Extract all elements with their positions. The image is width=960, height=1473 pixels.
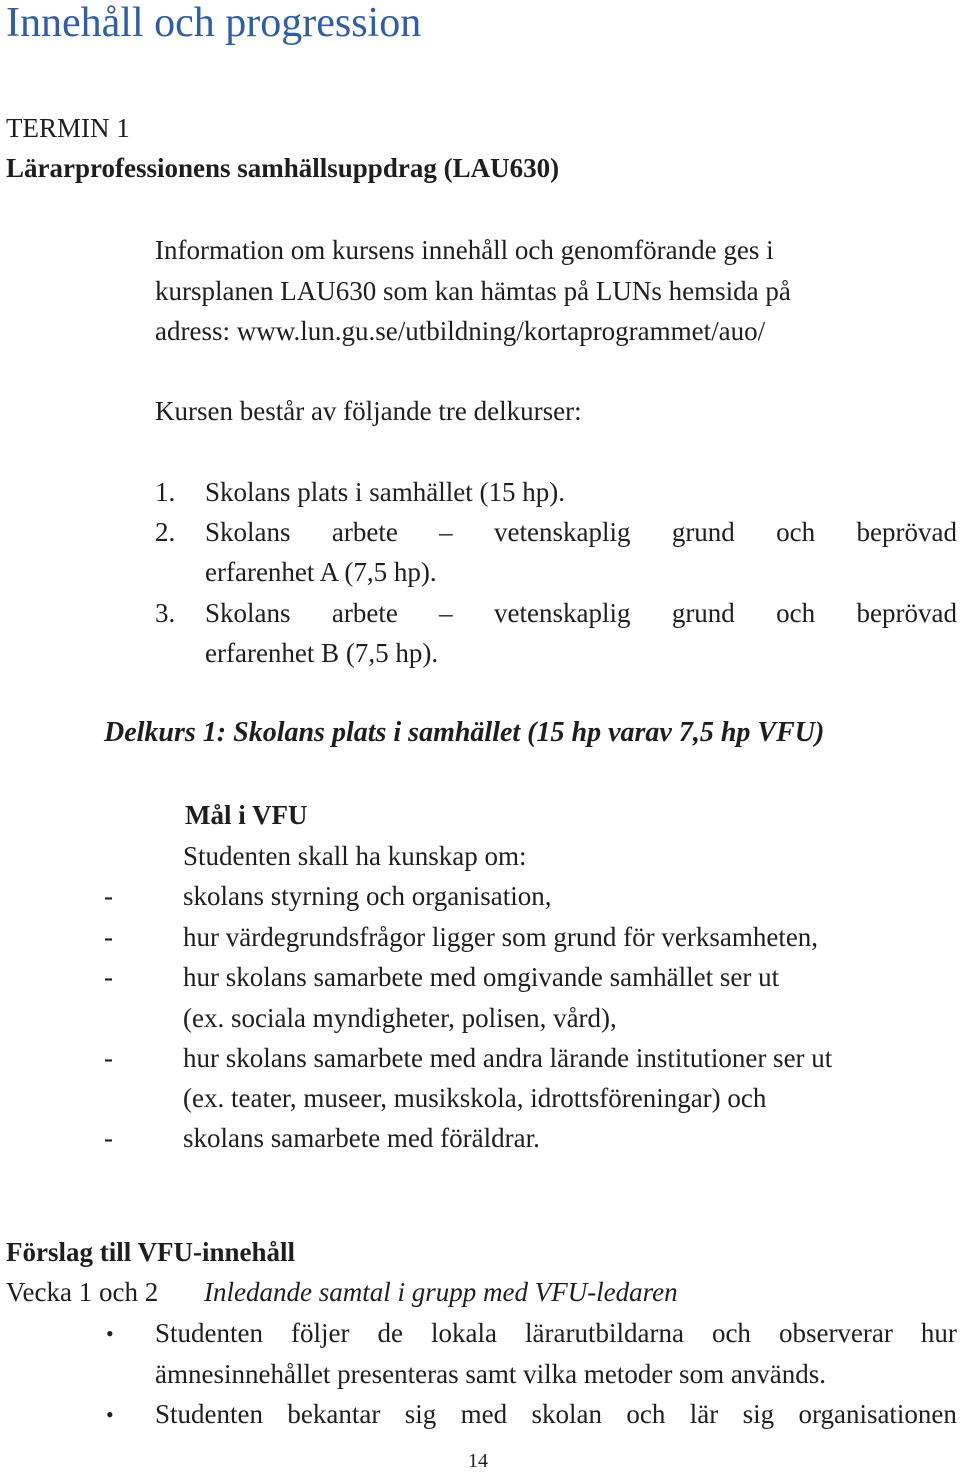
word: de bbox=[377, 1318, 403, 1348]
intro-line: Information om kursens innehåll och genomförande ges i bbox=[155, 235, 774, 265]
word: hur bbox=[920, 1318, 957, 1348]
subcourse-text bbox=[205, 597, 957, 629]
subcourse-text: Skolans plats i samhället (15 hp). bbox=[205, 477, 565, 507]
dash-marker: - bbox=[104, 962, 113, 992]
course-title: Lärarprofessionens samhällsuppdrag (LAU630) bbox=[6, 153, 560, 183]
word: och bbox=[776, 517, 816, 547]
goal-item-cont: (ex. sociala myndigheter, polisen, vård), bbox=[183, 1003, 617, 1033]
subcourses-intro: Kursen består av följande tre delkurser: bbox=[155, 396, 582, 426]
dash-marker: - bbox=[104, 881, 113, 911]
goal-item-cont: (ex. teater, museer, musikskola, idrottsföreningar) och bbox=[183, 1083, 767, 1113]
bullet-item-cont: ämnesinnehållet presenteras samt vilka metoder som används. bbox=[155, 1359, 827, 1389]
bullet-marker: • bbox=[106, 1402, 114, 1427]
goal-item: skolans samarbete med föräldrar. bbox=[183, 1123, 540, 1153]
word: Skolans bbox=[205, 598, 291, 628]
goals-lead: Studenten skall ha kunskap om: bbox=[183, 841, 527, 871]
subcourse-text-cont: erfarenhet B (7,5 hp). bbox=[205, 638, 439, 668]
page-title: Innehåll och progression bbox=[6, 0, 422, 46]
word: Studenten bbox=[155, 1318, 263, 1348]
week-label: Vecka 1 och 2 bbox=[6, 1277, 159, 1307]
word: sig bbox=[742, 1399, 775, 1429]
goal-item: hur skolans samarbete med andra lärande institutioner ser ut bbox=[183, 1043, 833, 1073]
word: – bbox=[439, 598, 453, 628]
subcourse-text-cont: erfarenhet A (7,5 hp). bbox=[205, 557, 437, 587]
bullet-item bbox=[155, 1317, 957, 1349]
word: vetenskaplig bbox=[494, 598, 631, 628]
word: och bbox=[626, 1399, 666, 1429]
subcourse-number: 2. bbox=[155, 517, 176, 547]
goal-item: skolans styrning och organisation, bbox=[183, 881, 552, 911]
word: grund bbox=[671, 598, 735, 628]
delkurs-heading: Delkurs 1: Skolans plats i samhället (15 hp varav 7,5 hp VFU) bbox=[104, 717, 825, 748]
word: grund bbox=[671, 517, 735, 547]
word: – bbox=[439, 517, 453, 547]
bullet-item bbox=[155, 1398, 957, 1430]
goals-heading: Mål i VFU bbox=[185, 800, 308, 830]
word: beprövad bbox=[856, 517, 957, 547]
word: arbete bbox=[331, 598, 398, 628]
word: följer bbox=[291, 1318, 350, 1348]
proposal-heading: Förslag till VFU-innehåll bbox=[6, 1237, 296, 1267]
word: och bbox=[711, 1318, 751, 1348]
word: Studenten bbox=[155, 1399, 263, 1429]
goal-item: hur skolans samarbete med omgivande samhället ser ut bbox=[183, 962, 780, 992]
goal-item: hur värdegrundsfrågor ligger som grund för verksamheten, bbox=[183, 922, 819, 952]
word: och bbox=[776, 598, 816, 628]
dash-marker: - bbox=[104, 1123, 113, 1153]
word: beprövad bbox=[856, 598, 957, 628]
intro-line: adress: www.lun.gu.se/utbildning/kortaprogrammet/auo/ bbox=[155, 316, 766, 346]
term-label: TERMIN 1 bbox=[6, 113, 130, 143]
page-number: 14 bbox=[468, 1450, 488, 1472]
word: lokala bbox=[431, 1318, 497, 1348]
intro-line: kursplanen LAU630 som kan hämtas på LUNs hemsida på bbox=[155, 276, 791, 306]
word: vetenskaplig bbox=[494, 517, 631, 547]
word: med bbox=[460, 1399, 508, 1429]
week-title: Inledande samtal i grupp med VFU-ledaren bbox=[204, 1277, 678, 1307]
word: lärarutbildarna bbox=[525, 1318, 684, 1348]
dash-marker: - bbox=[104, 922, 113, 952]
word: sig bbox=[404, 1399, 437, 1429]
word: Skolans bbox=[205, 517, 291, 547]
word: skolan bbox=[531, 1399, 602, 1429]
word: lär bbox=[689, 1399, 719, 1429]
subcourse-text bbox=[205, 516, 957, 548]
subcourse-number: 3. bbox=[155, 598, 176, 628]
dash-marker: - bbox=[104, 1043, 113, 1073]
word: arbete bbox=[331, 517, 398, 547]
word: observerar bbox=[778, 1318, 893, 1348]
subcourse-number: 1. bbox=[155, 477, 176, 507]
word: organisationen bbox=[798, 1399, 957, 1429]
word: bekantar bbox=[287, 1399, 381, 1429]
bullet-marker: • bbox=[106, 1321, 114, 1346]
